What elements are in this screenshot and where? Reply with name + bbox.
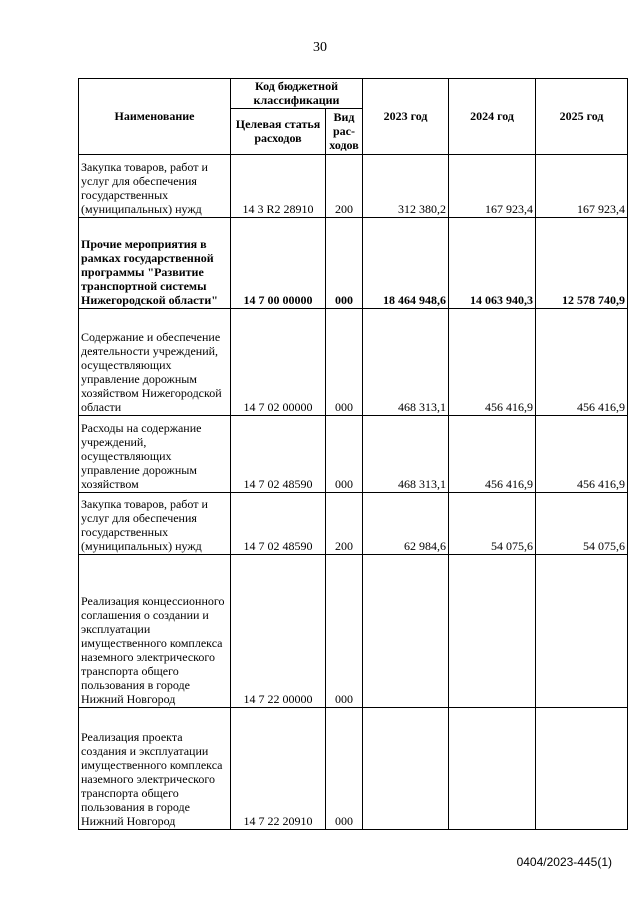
row-expense-type: 000 xyxy=(326,555,363,708)
row-target-code: 14 7 02 48590 xyxy=(231,416,326,493)
row-value-2023: 468 313,1 xyxy=(363,416,449,493)
row-value-2024: 456 416,9 xyxy=(449,309,536,416)
table-row xyxy=(79,416,628,493)
table-row xyxy=(79,708,628,830)
row-value-2023: 62 984,6 xyxy=(363,493,449,555)
table-row xyxy=(79,218,628,309)
row-value-2024: 456 416,9 xyxy=(449,416,536,493)
header-year-2023: 2023 год xyxy=(363,79,449,155)
row-expense-type: 000 xyxy=(326,416,363,493)
table-row xyxy=(79,309,628,416)
row-name: Закупка товаров, работ и услуг для обеспечения государственных (муниципальных) нужд xyxy=(79,155,231,218)
row-expense-type: 000 xyxy=(326,218,363,309)
row-value-2024 xyxy=(449,708,536,830)
budget-table xyxy=(78,78,628,830)
row-value-2025 xyxy=(536,555,628,708)
header-code-group: Код бюджетной классификации xyxy=(231,79,363,109)
table-body xyxy=(79,155,628,830)
row-value-2023 xyxy=(363,708,449,830)
header-target-article: Целевая статья расходов xyxy=(231,109,326,155)
row-expense-type: 000 xyxy=(326,708,363,830)
row-value-2025 xyxy=(536,708,628,830)
row-target-code: 14 7 22 00000 xyxy=(231,555,326,708)
row-target-code: 14 7 02 48590 xyxy=(231,493,326,555)
row-value-2024: 167 923,4 xyxy=(449,155,536,218)
row-value-2024 xyxy=(449,555,536,708)
table-row xyxy=(79,555,628,708)
table-header xyxy=(79,79,628,155)
header-year-2024: 2024 год xyxy=(449,79,536,155)
row-value-2023: 18 464 948,6 xyxy=(363,218,449,309)
header-expense-type: Вид рас-ходов xyxy=(326,109,363,155)
row-name: Закупка товаров, работ и услуг для обеспечения государственных (муниципальных) нужд xyxy=(79,493,231,555)
row-target-code: 14 7 02 00000 xyxy=(231,309,326,416)
row-name: Реализация проекта создания и эксплуатации имущественного комплекса наземного электрического транспорта общего пользования в городе Нижний Новгород xyxy=(79,708,231,830)
page-number: 30 xyxy=(313,40,327,55)
row-expense-type: 000 xyxy=(326,309,363,416)
document-code: 0404/2023-445(1) xyxy=(516,855,612,869)
row-value-2023: 468 313,1 xyxy=(363,309,449,416)
row-name: Прочие мероприятия в рамках государственной программы "Развитие транспортной системы Нижегородской области" xyxy=(79,218,231,309)
row-value-2023: 312 380,2 xyxy=(363,155,449,218)
row-value-2024: 14 063 940,3 xyxy=(449,218,536,309)
row-value-2025: 456 416,9 xyxy=(536,309,628,416)
table-row xyxy=(79,155,628,218)
row-value-2025: 12 578 740,9 xyxy=(536,218,628,309)
row-expense-type: 200 xyxy=(326,493,363,555)
row-value-2023 xyxy=(363,555,449,708)
header-year-2025: 2025 год xyxy=(536,79,628,155)
row-value-2025: 456 416,9 xyxy=(536,416,628,493)
row-value-2024: 54 075,6 xyxy=(449,493,536,555)
row-target-code: 14 3 R2 28910 xyxy=(231,155,326,218)
row-name: Расходы на содержание учреждений, осуществляющих управление дорожным хозяйством xyxy=(79,416,231,493)
row-target-code: 14 7 22 20910 xyxy=(231,708,326,830)
header-name: Наименование xyxy=(79,79,231,155)
row-expense-type: 200 xyxy=(326,155,363,218)
row-name: Содержание и обеспечение деятельности учреждений, осуществляющих управление дорожным хозяйством Нижегородской области xyxy=(79,309,231,416)
row-target-code: 14 7 00 00000 xyxy=(231,218,326,309)
table-row xyxy=(79,493,628,555)
row-value-2025: 167 923,4 xyxy=(536,155,628,218)
row-value-2025: 54 075,6 xyxy=(536,493,628,555)
row-name: Реализация концессионного соглашения о создании и эксплуатации имущественного комплекса наземного электрического транспорта общего пользования в городе Нижний Новгород xyxy=(79,555,231,708)
